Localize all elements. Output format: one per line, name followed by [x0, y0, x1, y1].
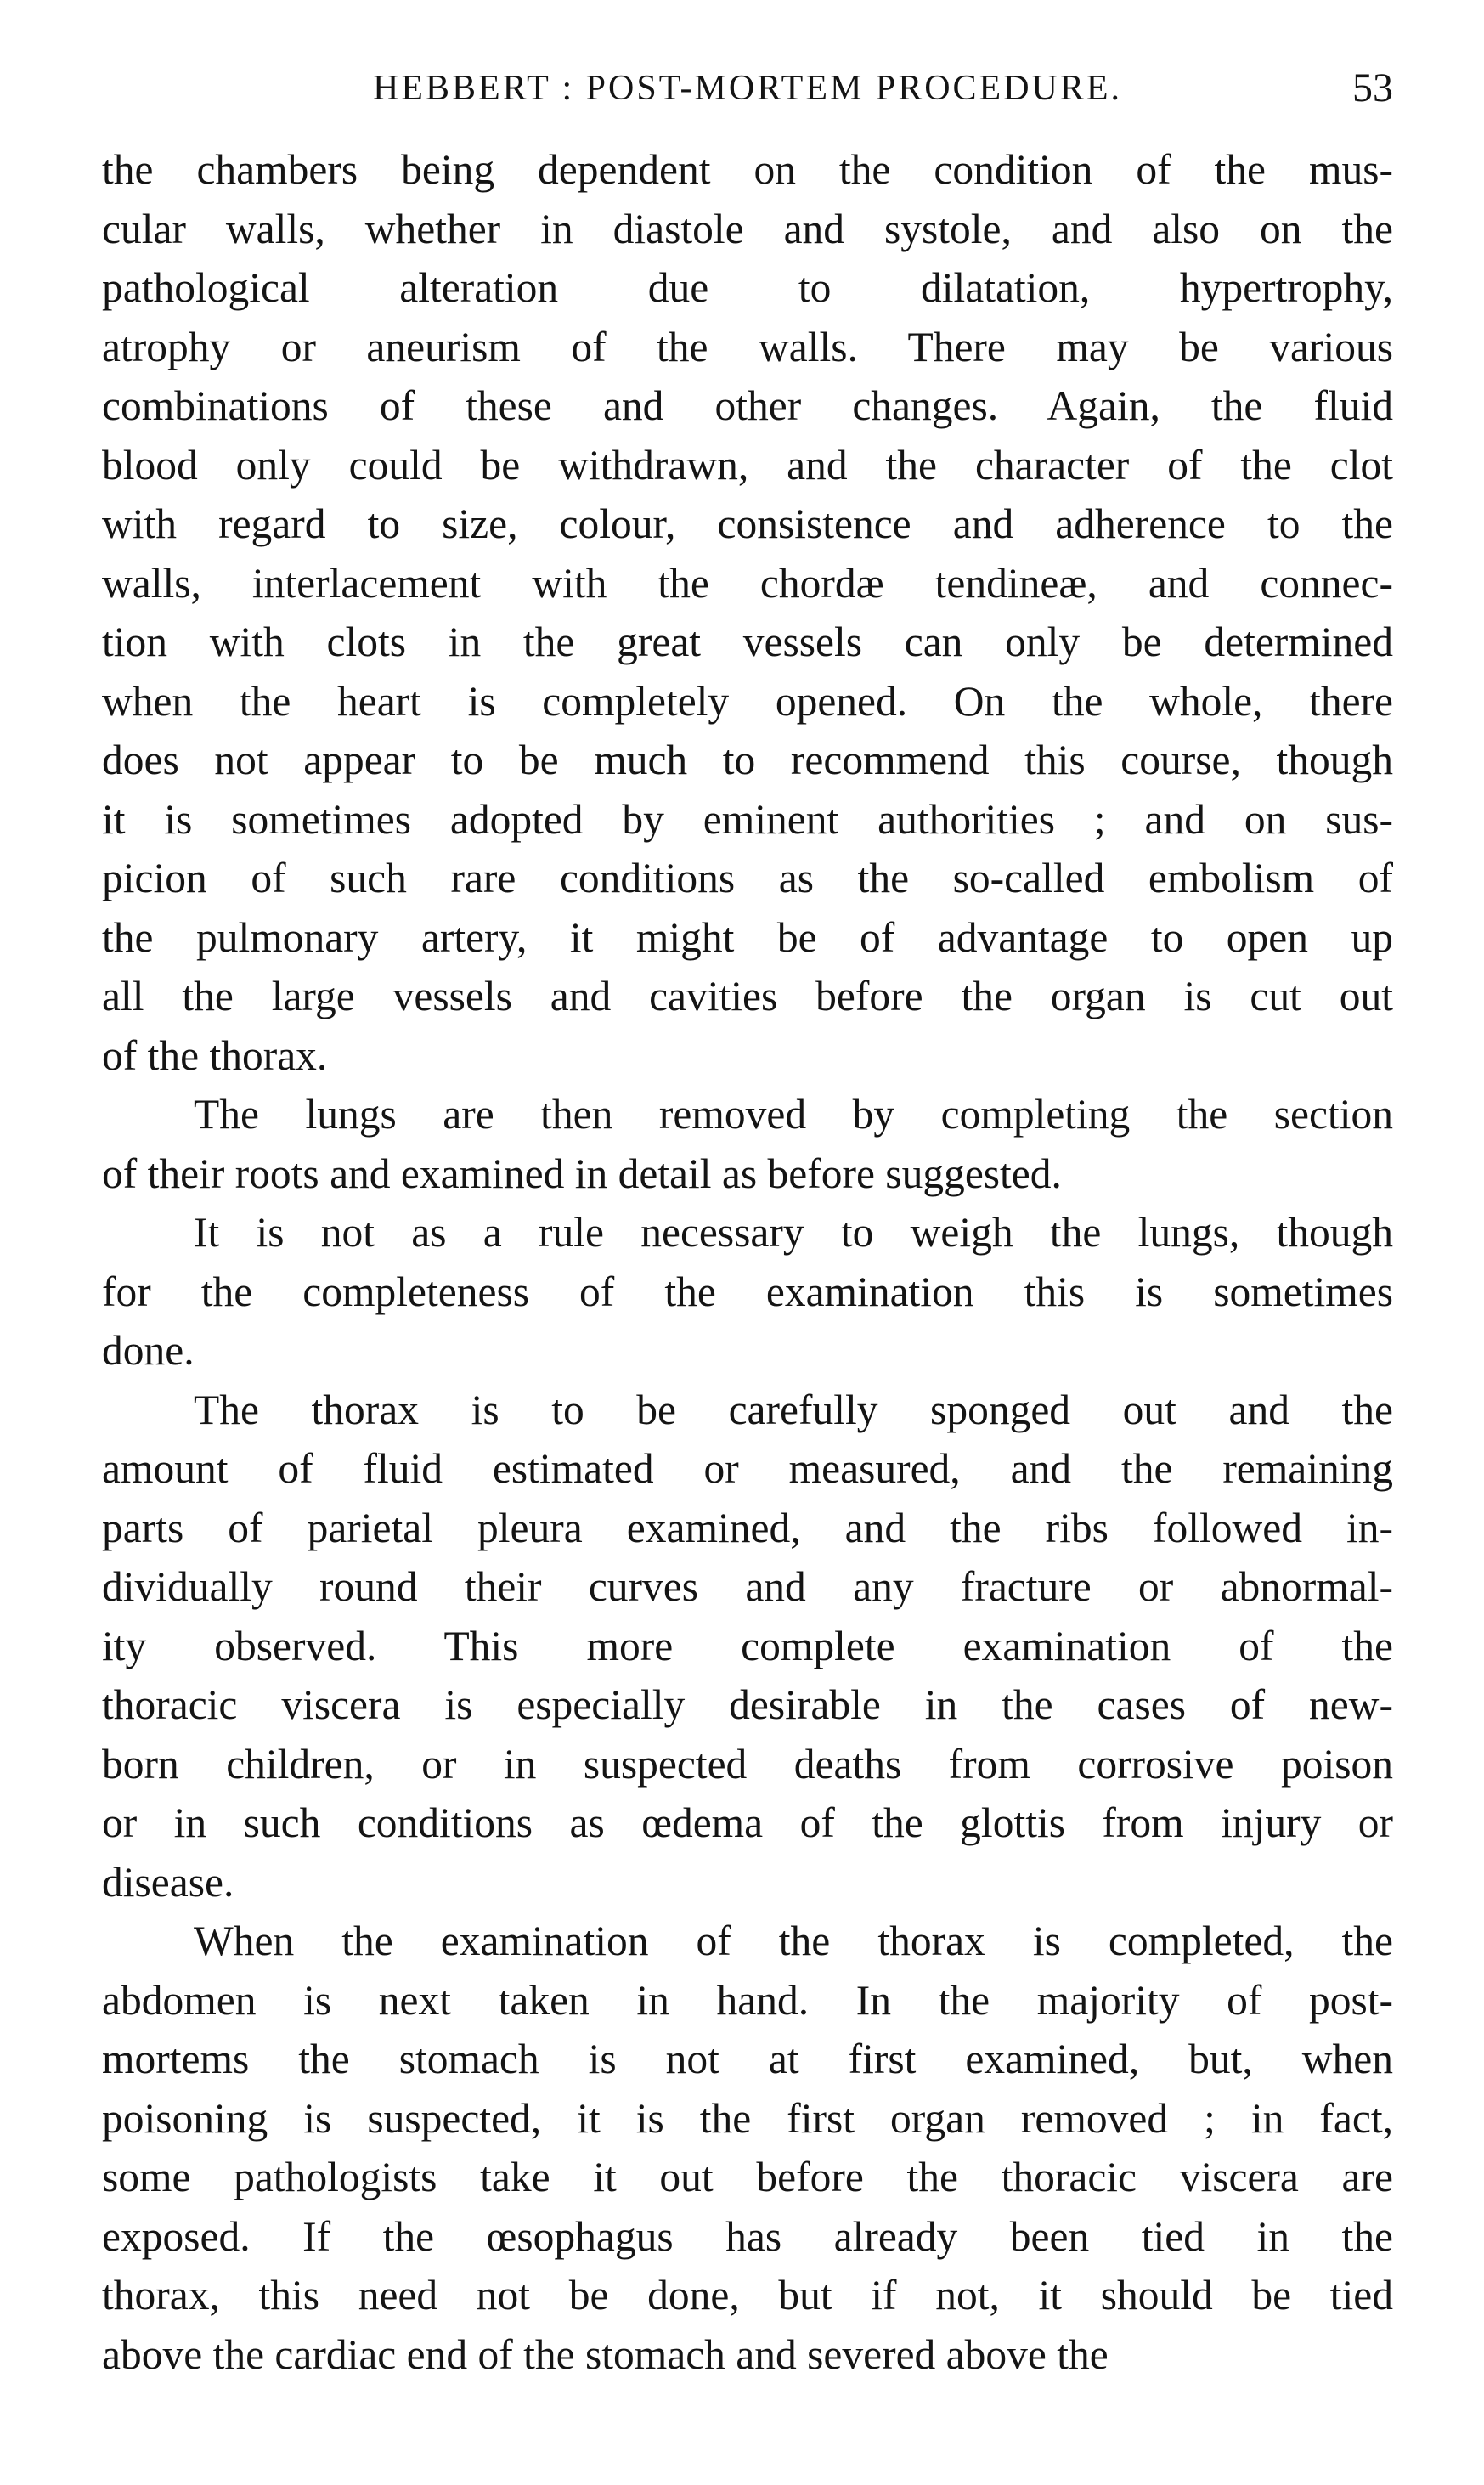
text-line: with regard to size, colour, consistence and adherence to the: [102, 500, 1393, 547]
text-line: some pathologists take it out before the thoracic viscera are: [102, 2154, 1393, 2200]
text-line: done.: [102, 1327, 195, 1374]
text-line: pathological alteration due to dilatation, hypertrophy,: [102, 264, 1393, 311]
paragraph: [102, 1912, 1393, 2384]
text-line: amount of fluid estimated or measured, and the remaining: [102, 1445, 1393, 1492]
text-line: poisoning is suspected, it is the first organ removed ; in fact,: [102, 2094, 1393, 2142]
text-line: The thorax is to be carefully sponged out and the: [194, 1386, 1393, 1433]
text-line: When the examination of the thorax is completed, the: [194, 1917, 1393, 1964]
text-line: all the large vessels and cavities before the organ is cut out: [102, 973, 1393, 1019]
text-line: The lungs are then removed by completing the section: [194, 1091, 1393, 1138]
page-header: [102, 54, 1393, 114]
text-line: atrophy or aneurism of the walls. There may be various: [102, 323, 1393, 370]
text-line: exposed. If the œsophagus has already been tied in the: [102, 2212, 1393, 2260]
text-line: the pulmonary artery, it might be of advantage to open up: [102, 913, 1393, 961]
text-line: above the cardiac end of the stomach and severed above the: [102, 2330, 1109, 2378]
text-line: the chambers being dependent on the condition of the mus-: [102, 146, 1393, 193]
text-line: thoracic viscera is especially desirable in the cases of new-: [102, 1681, 1393, 1728]
paragraph: [102, 1203, 1393, 1381]
running-head: HEBBERT : POST-MORTEM PROCEDURE.: [372, 69, 1123, 108]
paragraph: [102, 1381, 1393, 1912]
text-line: of their roots and examined in detail as before suggested.: [102, 1149, 1062, 1197]
text-line: mortems the stomach is not at first examined, but, when: [102, 2036, 1393, 2082]
text-line: disease.: [102, 1858, 234, 1906]
text-line: born children, or in suspected deaths from corrosive poison: [102, 1740, 1393, 1788]
text-line: abdomen is next taken in hand. In the majority of post-: [102, 1976, 1393, 2024]
paragraph: [102, 1085, 1393, 1203]
text-line: or in such conditions as œdema of the glottis from injury or: [102, 1799, 1393, 1846]
text-line: picion of such rare conditions as the so-called embolism of: [102, 855, 1393, 901]
text-line: It is not as a rule necessary to weigh the lungs, though: [194, 1209, 1393, 1256]
body-text: [102, 140, 1393, 2384]
page-number: 53: [1352, 65, 1393, 110]
paragraph: [102, 140, 1393, 1085]
text-line: cular walls, whether in diastole and systole, and also on the: [102, 205, 1393, 252]
text-line: dividually round their curves and any fracture or abnormal-: [102, 1563, 1393, 1610]
text-line: walls, interlacement with the chordæ tendineæ, and connec-: [102, 559, 1393, 607]
text-line: does not appear to be much to recommend this course, though: [102, 737, 1393, 783]
text-line: thorax, this need not be done, but if not, it should be tied: [102, 2272, 1393, 2318]
text-line: blood only could be withdrawn, and the character of the clot: [102, 441, 1393, 489]
text-line: parts of parietal pleura examined, and the ribs followed in-: [102, 1504, 1393, 1551]
text-line: tion with clots in the great vessels can only be determined: [102, 618, 1393, 665]
text-line: of the thorax.: [102, 1031, 328, 1079]
text-line: for the completeness of the examination this is sometimes: [102, 1268, 1393, 1315]
text-line: ity observed. This more complete examination of the: [102, 1622, 1393, 1669]
text-line: it is sometimes adopted by eminent authorities ; and on sus-: [102, 795, 1393, 843]
text-line: when the heart is completely opened. On the whole, there: [102, 677, 1393, 725]
text-line: combinations of these and other changes. Again, the fluid: [102, 382, 1393, 429]
